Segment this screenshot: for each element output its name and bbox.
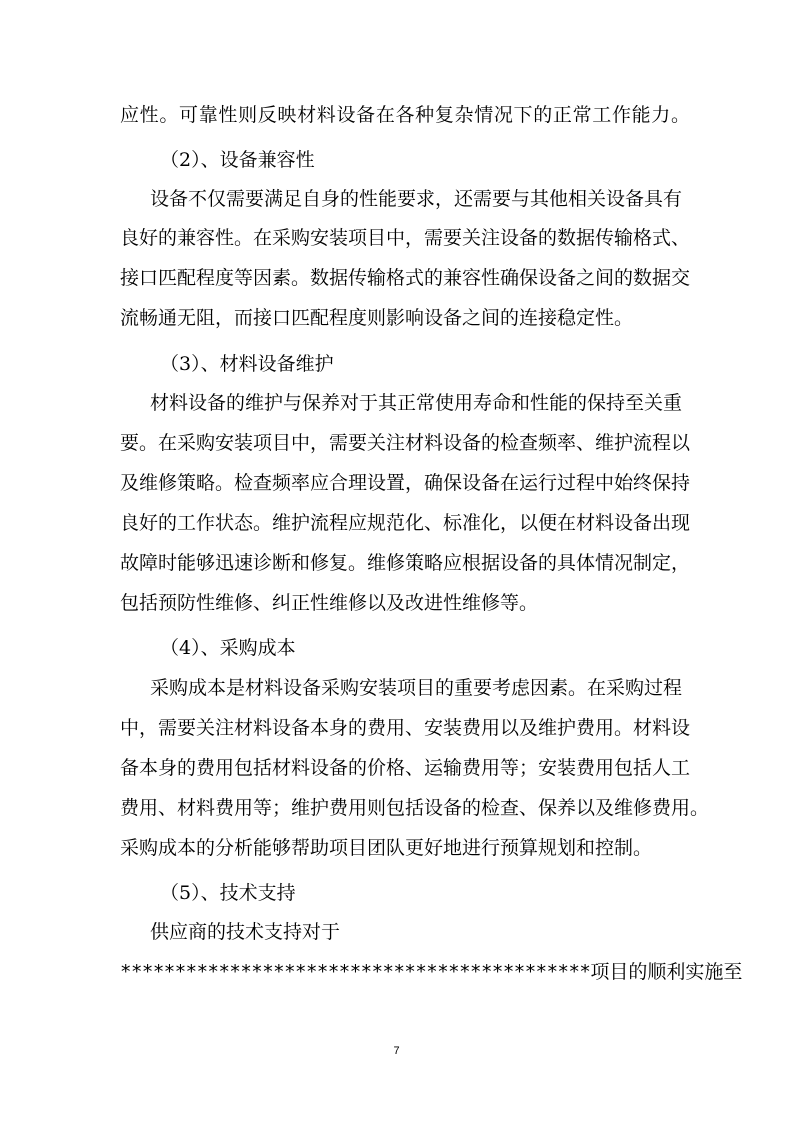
paragraph-line: 故障时能够迅速诊断和修复。维修策略应根据设备的具体情况制定， [120, 552, 691, 574]
section-heading-3: （3）、材料设备维护 [160, 353, 334, 375]
paragraph-line-masked [120, 960, 743, 986]
paragraph-line: 材料设备的维护与保养对于其正常使用寿命和性能的保持至关重 [150, 392, 683, 414]
page-number: 7 [393, 1045, 400, 1057]
paragraph-text: 项目的顺利实施至 [590, 961, 743, 983]
paragraph-line: 备本身的费用包括材料设备的价格、运输费用等；安装费用包括人工 [120, 757, 691, 779]
paragraph-line: 费用、材料费用等；维护费用则包括设备的检查、保养以及维修费用。 [120, 797, 710, 819]
redacted-text: ******************************************* [120, 961, 591, 983]
section-heading-4: （4）、采购成本 [160, 637, 296, 659]
section-heading-2: （2）、设备兼容性 [160, 149, 315, 171]
section-heading-5: （5）、技术支持 [160, 882, 296, 904]
paragraph-line: 应性。可靠性则反映材料设备在各种复杂情况下的正常工作能力。 [120, 104, 690, 126]
paragraph-line: 要。在采购安装项目中，需要关注材料设备的检查频率、维护流程以 [120, 432, 691, 454]
paragraph-line: 中，需要关注材料设备本身的费用、安装费用以及维护费用。材料设 [120, 717, 691, 739]
paragraph-line: 及维修策略。检查频率应合理设置，确保设备在运行过程中始终保持 [120, 472, 691, 494]
paragraph-line: 流畅通无阻，而接口匹配程度则影响设备之间的连接稳定性。 [120, 307, 634, 329]
paragraph-line: 采购成本的分析能够帮助项目团队更好地进行预算规划和控制。 [120, 837, 653, 859]
paragraph-line: 接口匹配程度等因素。数据传输格式的兼容性确保设备之间的数据交 [120, 267, 691, 289]
paragraph-line: 包括预防性维修、纠正性维修以及改进性维修等。 [120, 592, 539, 614]
paragraph-line: 良好的兼容性。在采购安装项目中，需要关注设备的数据传输格式、 [120, 227, 691, 249]
paragraph-line: 设备不仅需要满足自身的性能要求，还需要与其他相关设备具有 [150, 188, 683, 210]
paragraph-line: 采购成本是材料设备采购安装项目的重要考虑因素。在采购过程 [150, 677, 683, 699]
paragraph-line: 良好的工作状态。维护流程应规范化、标准化，以便在材料设备出现 [120, 512, 691, 534]
paragraph-line: 供应商的技术支持对于 [150, 921, 341, 943]
